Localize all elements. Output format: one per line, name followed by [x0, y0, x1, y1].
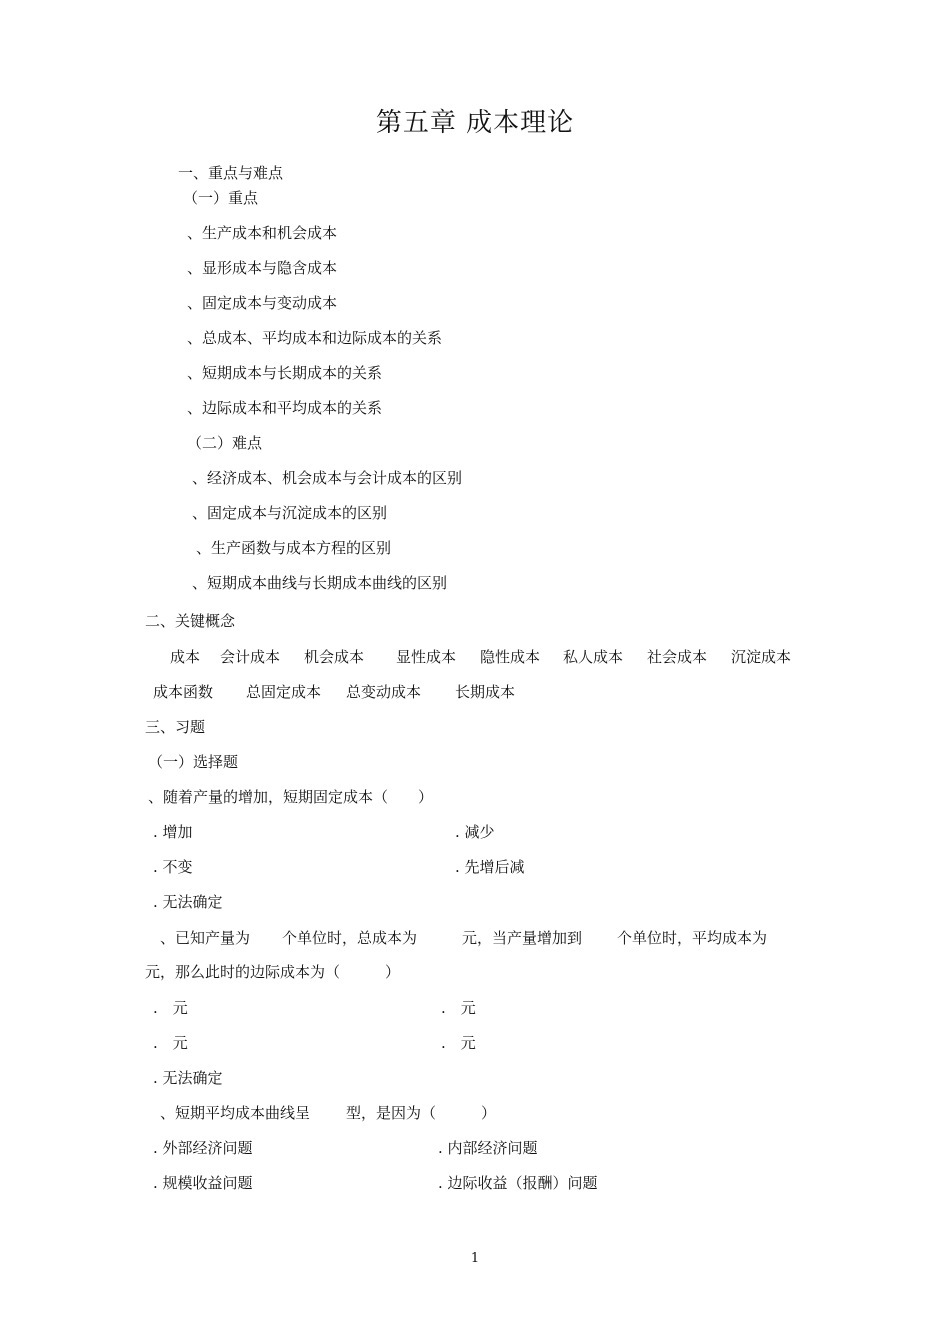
- key-point-item: 、显形成本与隐含成本: [187, 259, 338, 277]
- concept-term: 社会成本: [647, 648, 708, 666]
- question-3-option: . 内部经济问题: [438, 1139, 538, 1157]
- question-3-stem-part: 型，是因为（ ）: [346, 1104, 497, 1122]
- question-1-option: . 无法确定: [153, 893, 223, 911]
- key-point-item: 、短期成本与长期成本的关系: [187, 364, 383, 382]
- question-3-option: . 规模收益问题: [153, 1174, 253, 1192]
- chapter-title: 第五章 成本理论: [375, 108, 575, 138]
- question-2-option: . 元: [153, 999, 188, 1017]
- question-1-option: . 减少: [455, 823, 495, 841]
- difficulty-item: 、经济成本、机会成本与会计成本的区别: [192, 469, 463, 487]
- question-3-stem-part: 、短期平均成本曲线呈: [160, 1104, 311, 1122]
- question-1-option: . 增加: [153, 823, 193, 841]
- question-1-option: . 不变: [153, 858, 193, 876]
- question-2-stem-part: 个单位时，平均成本为: [617, 929, 768, 947]
- concept-term: 成本: [170, 648, 201, 666]
- question-2-stem-part: 个单位时，总成本为: [282, 929, 418, 947]
- concept-term: 长期成本: [455, 683, 516, 701]
- question-2-option: . 元: [441, 1034, 476, 1052]
- concept-term: 成本函数: [153, 683, 214, 701]
- difficulty-item: 、短期成本曲线与长期成本曲线的区别: [192, 574, 448, 592]
- key-point-item: 、固定成本与变动成本: [187, 294, 338, 312]
- concept-term: 私人成本: [563, 648, 624, 666]
- question-3-option: . 外部经济问题: [153, 1139, 253, 1157]
- concept-term: 沉淀成本: [731, 648, 792, 666]
- question-2-option: . 无法确定: [153, 1069, 223, 1087]
- section-2-heading: 二、关键概念: [145, 612, 236, 630]
- section-3-heading: 三、习题: [145, 718, 206, 736]
- question-2-stem-part: 、已知产量为: [160, 929, 251, 947]
- concept-term: 隐性成本: [480, 648, 541, 666]
- concept-term: 总固定成本: [246, 683, 322, 701]
- concept-term: 总变动成本: [346, 683, 422, 701]
- concept-term: 机会成本: [304, 648, 365, 666]
- key-point-item: 、边际成本和平均成本的关系: [187, 399, 383, 417]
- page-number: 1: [470, 1251, 480, 1266]
- concept-term: 会计成本: [220, 648, 281, 666]
- question-1-stem: 、随着产量的增加，短期固定成本（ ）: [148, 788, 434, 806]
- difficulties-heading: （二）难点: [187, 434, 263, 452]
- question-3-option: . 边际收益（报酬）问题: [438, 1174, 598, 1192]
- section-1-heading: 一、重点与难点: [178, 164, 284, 182]
- key-points-heading: （一）重点: [183, 189, 259, 207]
- question-2-stem-line2: 元，那么此时的边际成本为（ ）: [145, 963, 401, 981]
- difficulty-item: 、生产函数与成本方程的区别: [196, 539, 392, 557]
- choice-questions-heading: （一）选择题: [148, 753, 239, 771]
- question-2-option: . 元: [441, 999, 476, 1017]
- key-point-item: 、生产成本和机会成本: [187, 224, 338, 242]
- question-2-option: . 元: [153, 1034, 188, 1052]
- difficulty-item: 、固定成本与沉淀成本的区别: [192, 504, 388, 522]
- question-1-option: . 先增后减: [455, 858, 525, 876]
- concept-term: 显性成本: [396, 648, 457, 666]
- key-point-item: 、总成本、平均成本和边际成本的关系: [187, 329, 443, 347]
- question-2-stem-part: 元，当产量增加到: [462, 929, 583, 947]
